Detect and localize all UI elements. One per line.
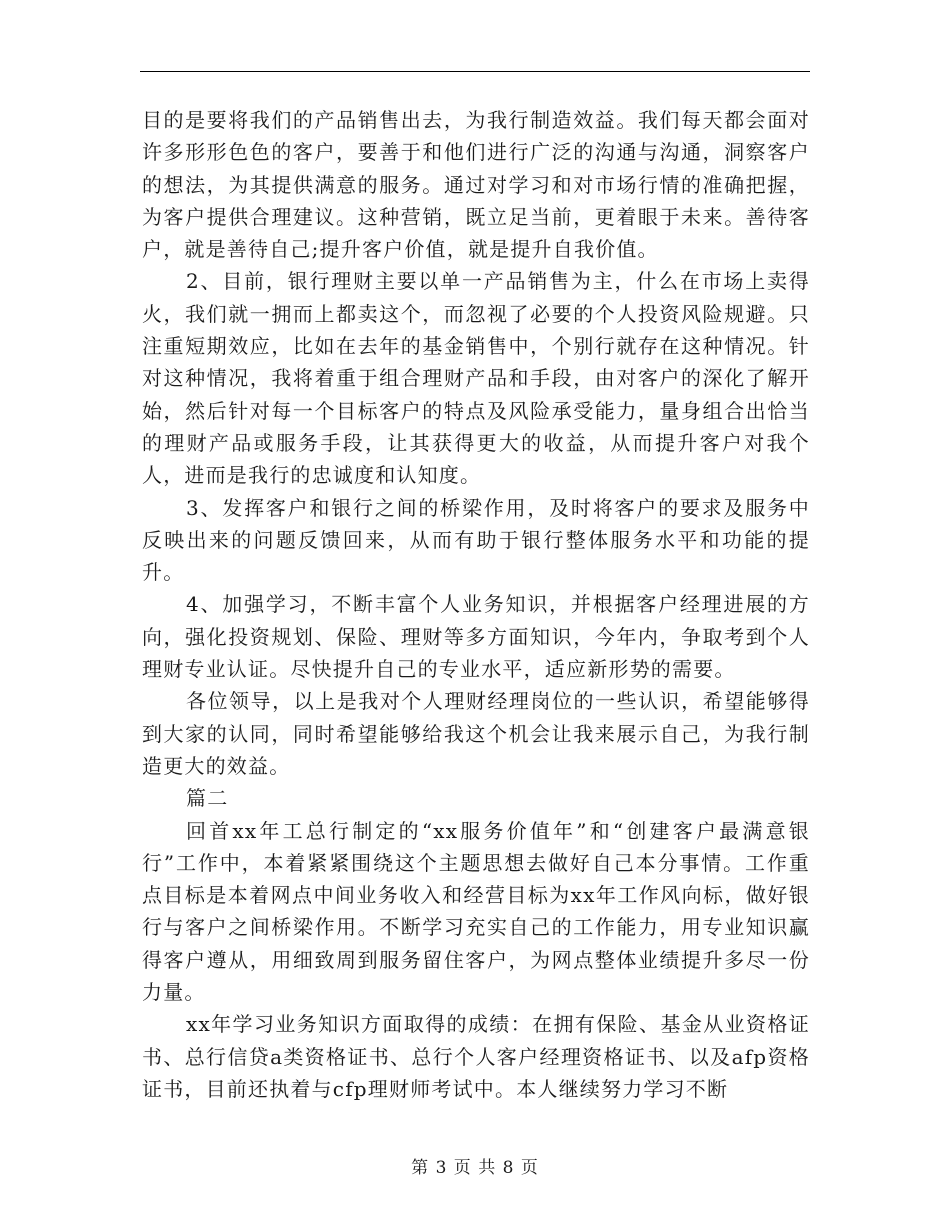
header-rule xyxy=(140,71,810,72)
section-heading: 篇二 xyxy=(186,786,229,811)
page-number-footer: 第 3 页 共 8 页 xyxy=(411,1158,539,1178)
paragraph-3: 3、发挥客户和银行之间的桥梁作用，及时将客户的要求及服务中反映出来的问题反馈回来，从而有助于银行整体服务水平和功能的提升。 xyxy=(142,495,810,585)
paragraph-1: 目的是要将我们的产品销售出去，为我行制造效益。我们每天都会面对许多形形色色的客户，要善于和他们进行广泛的沟通与沟通，洞察客户的想法，为其提供满意的服务。通过对学习和对市场行情的准确把握，为客户提供合理建议。这种营销，既立足当前，更着眼于未来。善待客户，就是善待自己;提升客户价值，就是提升自我价值。 xyxy=(142,108,810,262)
paragraph-6: 回首xx年工总行制定的“xx服务价值年”和“创建客户最满意银行”工作中，本着紧紧围绕这个主题思想去做好自己本分事情。工作重点目标是本着网点中间业务收入和经营目标为xx年工作风向标，做好银行与客户之间桥梁作用。不断学习充实自己的工作能力，用专业知识赢得客户遵从，用细致周到服务留住客户，为网点整体业绩提升多尽一份力量。 xyxy=(142,818,810,1005)
paragraph-5: 各位领导，以上是我对个人理财经理岗位的一些认识，希望能够得到大家的认同，同时希望能够给我这个机会让我来展示自己，为我行制造更大的效益。 xyxy=(142,689,810,778)
paragraph-2: 2、目前，银行理财主要以单一产品销售为主，什么在市场上卖得火，我们就一拥而上都卖这个，而忽视了必要的个人投资风险规避。只注重短期效应，比如在去年的基金销售中，个别行就存在这种情况。针对这种情况，我将着重于组合理财产品和手段，由对客户的深化了解开始，然后针对每一个目标客户的特点及风险承受能力，量身组合出恰当的理财产品或服务手段，让其获得更大的收益，从而提升客户对我个人，进而是我行的忠诚度和认知度。 xyxy=(142,269,810,488)
paragraph-7: xx年学习业务知识方面取得的成绩：在拥有保险、基金从业资格证书、总行信贷a类资格证书、总行个人客户经理资格证书、以及afp资格证书，目前还执着与cfp理财师考试中。本人继续努力学习不断 xyxy=(142,1012,810,1101)
paragraph-4: 4、加强学习，不断丰富个人业务知识，并根据客户经理进展的方向，强化投资规划、保险、理财等多方面知识，今年内，争取考到个人理财专业认证。尽快提升自己的专业水平，适应新形势的需要。 xyxy=(142,592,810,682)
document-body xyxy=(142,104,810,1105)
